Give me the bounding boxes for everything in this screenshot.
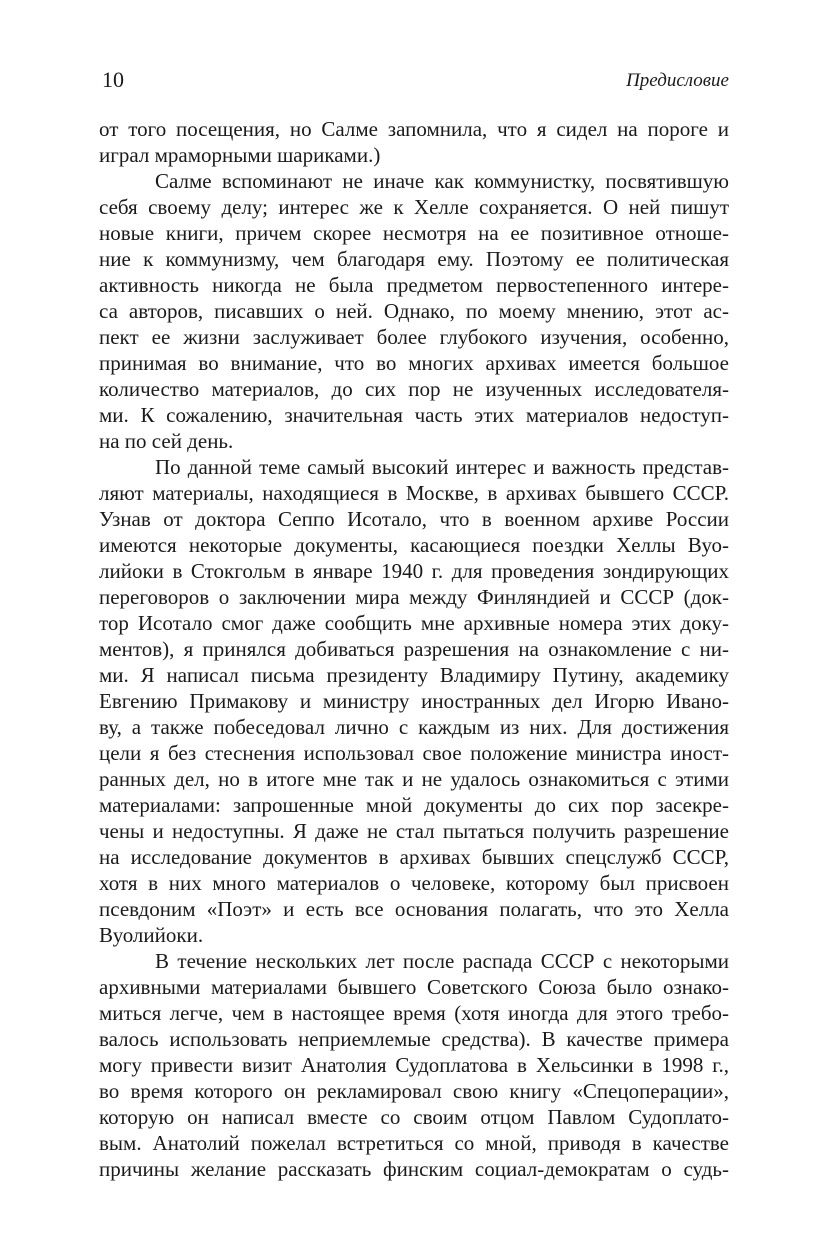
text-line: В течение нескольких лет после распада СССР с некоторыми [155,949,729,973]
page-number: 10 [102,67,124,92]
text-line: цели я без стеснения использовал свое положение министра иност- [99,741,729,765]
text-line: ранных дел, но в итоге мне так и не удалось ознакомиться с этими [99,767,729,791]
text-line: Евгению Примакову и министру иностранных дел Игорю Ивано- [99,689,729,713]
text-line: чены и недоступны. Я даже не стал пытаться получить разрешение [99,819,729,843]
text-line: во время которого он рекламировал свою книгу «Спецоперации», [99,1079,729,1103]
text-line: са авторов, писавших о ней. Однако, по моему мнению, этот ас- [99,299,729,323]
paragraph [99,454,729,948]
text-line: ву, а также побеседовал лично с каждым из них. Для достижения [99,715,729,739]
text-line: хотя в них много материалов о человеке, которому был присвоен [99,871,729,895]
text-line: переговоров о заключении мира между Финляндией и СССР (док- [99,585,729,609]
text-line: от того посещения, но Салме запомнила, что я сидел на пороге и [99,117,729,141]
text-line: миться легче, чем в настоящее время (хотя иногда для этого требо- [99,1001,729,1025]
text-line: ми. К сожалению, значительная часть этих материалов недоступ- [99,403,729,427]
text-line: материалами: запрошенные мной документы до сих пор засекре- [99,793,729,817]
text-line: себя своему делу; интерес же к Хелле сохраняется. О ней пишут [99,195,729,219]
text-line: играл мраморными шариками.) [99,143,381,167]
text-line: причины желание рассказать финским социал-демократам о судь- [99,1157,729,1181]
text-line: валось использовать неприемлемые средства). В качестве примера [99,1027,729,1051]
running-head [99,66,729,96]
text-line: Салме вспоминают не иначе как коммунистку, посвятившую [155,169,729,193]
text-line: на по сей день. [99,429,234,453]
paragraph [99,116,729,168]
section-title: Предисловие [626,70,729,91]
text-line: Вуолийоки. [99,923,204,947]
text-line: архивными материалами бывшего Советского Союза было ознако- [99,975,729,999]
text-line: новые книги, причем скорее несмотря на ее позитивное отноше- [99,221,729,245]
text-line: активность никогда не была предметом первостепенного интере- [99,273,729,297]
text-line: могу привести визит Анатолия Судоплатова в Хельсинки в 1998 г., [99,1053,729,1077]
text-line: которую он написал вместе со своим отцом Павлом Судоплато- [99,1105,729,1129]
text-line: принимая во внимание, что во многих архивах имеется большое [99,351,729,375]
text-line: количество материалов, до сих пор не изученных исследователя- [99,377,729,401]
text-line: ние к коммунизму, чем благодаря ему. Поэтому ее политическая [99,247,729,271]
text-line: имеются некоторые документы, касающиеся поездки Хеллы Вуо- [99,533,729,557]
text-line: ляют материалы, находящиеся в Москве, в архивах бывшего СССР. [99,481,729,505]
text-line: на исследование документов в архивах бывших спецслужб СССР, [99,845,729,869]
body-text [99,116,729,1182]
text-line: ментов), я принялся добиваться разрешения на ознакомление с ни- [99,637,729,661]
paragraph [99,948,729,1182]
text-line: ми. Я написал письма президенту Владимиру Путину, академику [99,663,729,687]
text-line: По данной теме самый высокий интерес и важность представ- [155,455,729,479]
paragraph [99,168,729,454]
text-line: псевдоним «Поэт» и есть все основания полагать, что это Хелла [99,897,729,921]
text-line: пект ее жизни заслуживает более глубокого изучения, особенно, [99,325,729,349]
text-line: лийоки в Стокгольм в январе 1940 г. для проведения зондирующих [99,559,729,583]
text-line: Узнав от доктора Сеппо Исотало, что в военном архиве России [99,507,729,531]
text-line: тор Исотало смог даже сообщить мне архивные номера этих доку- [99,611,729,635]
text-line: вым. Анатолий пожелал встретиться со мной, приводя в качестве [99,1131,729,1155]
